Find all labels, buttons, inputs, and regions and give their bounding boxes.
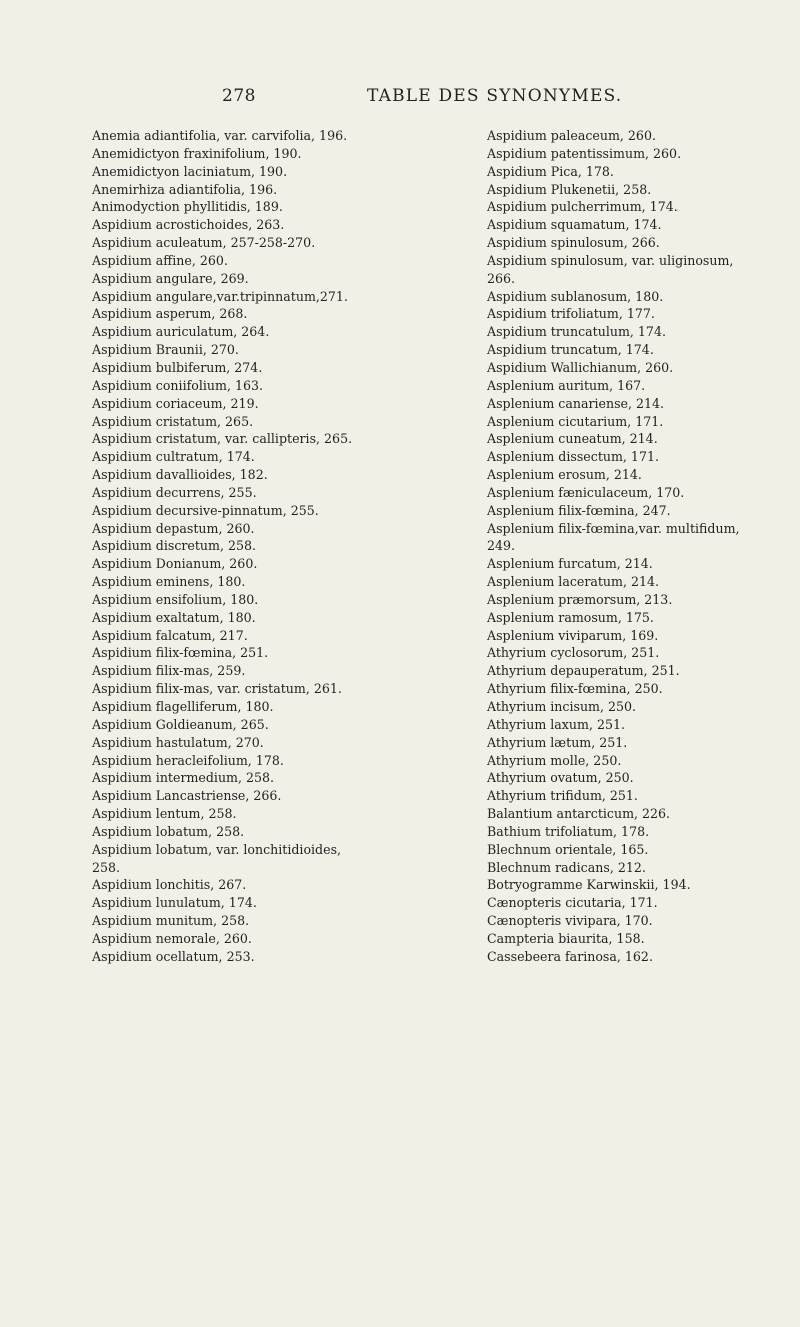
index-entry: Aspidium angulare, 269.: [92, 270, 249, 286]
index-entry: Aspidium angulare,var.tripinnatum,271.: [92, 288, 348, 304]
index-entry: Aspidium aculeatum, 257-258-270.: [92, 235, 316, 251]
index-entry: Athyrium depauperatum, 251.: [487, 663, 680, 679]
index-entry: Aspidium paleaceum, 260.: [487, 128, 656, 143]
index-entry: Aspidium davallioides, 182.: [92, 467, 268, 483]
index-entry: Aspidium lunulatum, 174.: [92, 895, 257, 911]
index-entry: Aspidium auriculatum, 264.: [92, 324, 270, 340]
index-entry: Anemidictyon laciniatum, 190.: [92, 163, 288, 179]
index-entry: Asplenium laceratum, 214.: [487, 574, 660, 590]
index-entry: Aspidium Lancastriense, 266.: [92, 788, 282, 804]
index-entry: Anemidictyon fraxinifolium, 190.: [92, 145, 302, 161]
index-entry: Aspidium coriaceum, 219.: [92, 395, 259, 411]
index-entry: Bathium trifoliatum, 178.: [487, 823, 650, 839]
index-entry: 249.: [487, 538, 516, 554]
index-entry: Asplenium filix-fœmina,var. multifidum,: [487, 520, 740, 536]
index-entry: Aspidium coniifolium, 163.: [92, 377, 263, 393]
index-entry: Aspidium filix-fœmina, 251.: [92, 645, 269, 661]
index-entry: Aspidium ocellatum, 253.: [92, 948, 255, 964]
index-entry: Aspidium pulcherrimum, 174.: [487, 199, 678, 215]
index-entry: Aspidium Wallichianum, 260.: [487, 359, 674, 375]
index-entry: Aspidium flagelliferum, 180.: [92, 699, 274, 714]
index-entry: Aspidium sublanosum, 180.: [487, 288, 664, 304]
index-entry: Aspidium decursive-pinnatum, 255.: [92, 502, 319, 518]
index-entry: Campteria biaurita, 158.: [487, 930, 645, 946]
index-entry: Aspidium Pica, 178.: [487, 163, 614, 179]
index-entry: Aspidium lobatum, 258.: [92, 823, 245, 839]
index-entry: Athyrium trifidum, 251.: [487, 788, 638, 804]
index-entry: Aspidium acrostichoides, 263.: [92, 217, 285, 233]
index-entry: Athyrium cyclosorum, 251.: [487, 645, 660, 661]
index-entry: Aspidium Plukenetii, 258.: [487, 181, 652, 197]
index-entry: Aspidium eminens, 180.: [92, 574, 246, 590]
index-entry: Aspidium munitum, 258.: [92, 913, 250, 929]
index-entry: Blechnum orientale, 165.: [487, 841, 649, 857]
index-entry: Athyrium ovatum, 250.: [487, 770, 634, 786]
index-entry: Aspidium trifoliatum, 177.: [487, 306, 655, 322]
index-entry: Aspidium discretum, 258.: [92, 538, 257, 554]
index-entry: Aspidium truncatum, 174.: [487, 342, 654, 358]
index-entry: Botryogramme Karwinskii, 194.: [487, 877, 691, 893]
index-entry: Asplenium erosum, 214.: [487, 467, 642, 483]
index-entry: 266.: [487, 270, 516, 286]
index-entry: Aspidium cristatum, var. callipteris, 265.: [92, 431, 353, 447]
index-entry: Aspidium lentum, 258.: [92, 806, 237, 822]
index-entry: Asplenium ramosum, 175.: [487, 609, 654, 625]
index-entry: Asplenium dissectum, 171.: [487, 449, 659, 465]
index-entry: Aspidium bulbiferum, 274.: [92, 359, 263, 375]
index-entry: Aspidium squamatum, 174.: [487, 217, 662, 233]
index-entry: Aspidium lobatum, var. lonchitidioides,: [92, 841, 342, 857]
index-entry: Aspidium filix-mas, 259.: [92, 663, 246, 679]
left-column: [92, 127, 462, 966]
index-entry: Aspidium patentissimum, 260.: [487, 145, 682, 161]
index-entry: Animodyction phyllitidis, 189.: [92, 199, 283, 215]
index-entry: Asplenium fæniculaceum, 170.: [487, 484, 685, 500]
index-entry: Aspidium lonchitis, 267.: [92, 877, 247, 893]
index-entry: Aspidium ensifolium, 180.: [92, 591, 259, 607]
index-entry: Aspidium truncatulum, 174.: [487, 324, 666, 340]
running-title: TABLE DES SYNONYMES.: [367, 86, 623, 106]
index-entry: Aspidium depastum, 260.: [92, 520, 255, 536]
index-entry: Blechnum radicans, 212.: [487, 859, 646, 875]
index-entry: Athyrium lætum, 251.: [487, 734, 628, 750]
page-header: [0, 86, 800, 110]
index-entry: Athyrium laxum, 251.: [487, 716, 626, 732]
index-entry: Aspidium Braunii, 270.: [92, 342, 239, 358]
index-entry: Athyrium molle, 250.: [487, 752, 622, 768]
index-entry: Aspidium Goldieanum, 265.: [92, 716, 269, 732]
index-entry: Aspidium cultratum, 174.: [92, 449, 255, 465]
index-entry: Aspidium exaltatum, 180.: [92, 609, 256, 625]
index-entry: Cænopteris vivipara, 170.: [487, 913, 653, 929]
index-entry: Aspidium intermedium, 258.: [92, 770, 275, 786]
right-column: [487, 127, 800, 966]
index-entry: Balantium antarcticum, 226.: [487, 806, 671, 822]
index-entry: 258.: [92, 859, 121, 875]
index-entry: Aspidium decurrens, 255.: [92, 484, 257, 500]
index-entry: Cænopteris cicutaria, 171.: [487, 895, 658, 911]
index-entry: Aspidium nemorale, 260.: [92, 930, 252, 946]
index-entry: Aspidium cristatum, 265.: [92, 413, 254, 429]
index-entry: Aspidium spinulosum, var. uliginosum,: [487, 252, 734, 268]
index-entry: Asplenium furcatum, 214.: [487, 556, 653, 572]
index-entry: Aspidium affine, 260.: [92, 252, 228, 268]
index-entry: Cassebeera farinosa, 162.: [487, 948, 653, 964]
index-entry: Anemia adiantifolia, var. carvifolia, 196.: [92, 128, 348, 143]
index-entry: Asplenium filix-fœmina, 247.: [487, 502, 671, 518]
index-entry: Asplenium canariense, 214.: [487, 395, 665, 411]
index-entry: Asplenium cuneatum, 214.: [487, 431, 658, 447]
index-entry: Aspidium spinulosum, 266.: [487, 235, 660, 251]
index-entry: Anemirhiza adiantifolia, 196.: [92, 181, 278, 197]
index-entry: Aspidium asperum, 268.: [92, 306, 248, 322]
index-entry: Athyrium filix-fœmina, 250.: [487, 681, 663, 697]
index-entry: Aspidium hastulatum, 270.: [92, 734, 264, 750]
index-entry: Asplenium auritum, 167.: [487, 377, 646, 393]
index-entry: Aspidium heracleifolium, 178.: [92, 752, 284, 768]
page-number: 278: [222, 86, 256, 106]
index-entry: Asplenium cicutarium, 171.: [487, 413, 664, 429]
index-entry: Aspidium falcatum, 217.: [92, 627, 248, 643]
index-entry: Asplenium præmorsum, 213.: [487, 591, 673, 607]
index-entry: Aspidium filix-mas, var. cristatum, 261.: [92, 681, 342, 697]
index-entry: Asplenium viviparum, 169.: [487, 627, 659, 643]
index-entry: Aspidium Donianum, 260.: [92, 556, 258, 572]
index-entry: Athyrium incisum, 250.: [487, 699, 637, 714]
